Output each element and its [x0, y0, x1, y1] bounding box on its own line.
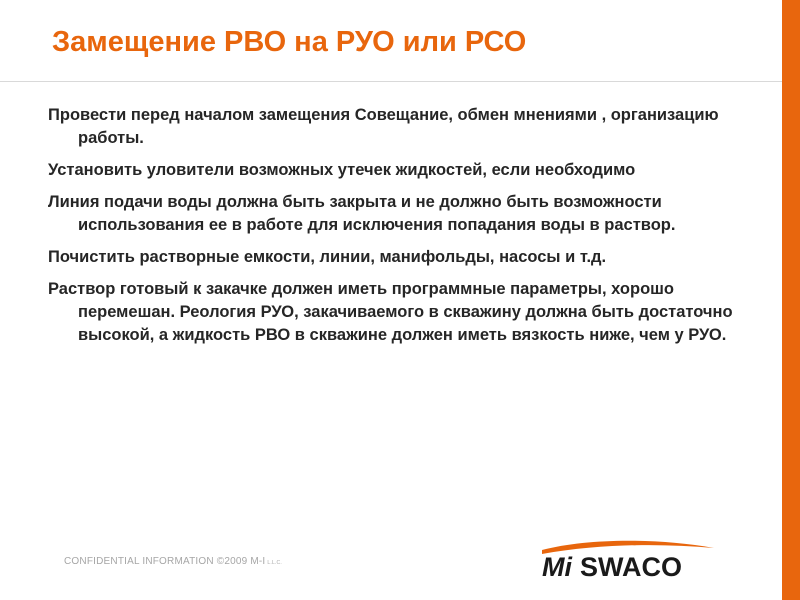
- logo-mi-text: Mi: [542, 552, 572, 582]
- miswaco-logo: [538, 540, 718, 584]
- list-item: Почистить растворные емкости, линии, манифольды, насосы и т.д.: [48, 248, 607, 266]
- llc-text: L.L.C.: [267, 560, 282, 566]
- accent-side-bar: [782, 0, 800, 600]
- list-item: Линия подачи воды должна быть закрыта и не должно быть возможности использования ее в работе для исключения попадания воды в раствор.: [48, 193, 676, 234]
- bullet-list: [48, 104, 760, 356]
- list-item: Раствор готовый к закачке должен иметь программные параметры, хорошо перемешан. Реология РУО, закачиваемого в скважину должна быть достаточно высокой, а жидкость РВО в скважине должен иметь вязкость ниже, чем у РУО.: [48, 280, 733, 344]
- logo-swaco-text: SWACO: [580, 552, 683, 582]
- list-item: Провести перед началом замещения Совещание, обмен мнениями , организацию работы.: [48, 106, 719, 147]
- confidential-footer: [64, 556, 282, 567]
- slide-title: Замещение РВО на РУО или РСО: [52, 26, 527, 58]
- title-divider: [0, 81, 782, 82]
- list-item: Установить уловители возможных утечек жидкостей, если необходимо: [48, 161, 636, 179]
- confidential-text: CONFIDENTIAL INFORMATION ©2009 M-I: [64, 556, 266, 567]
